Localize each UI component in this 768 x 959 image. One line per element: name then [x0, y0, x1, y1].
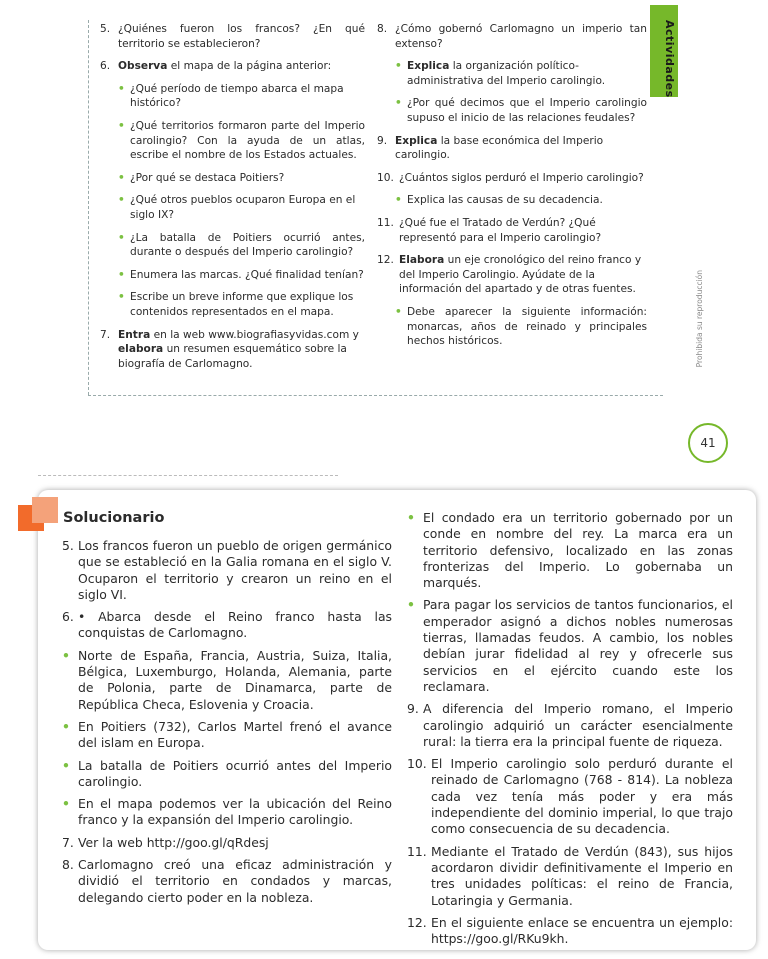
- solution-bullet: [62, 758, 392, 791]
- activity-6-bullet: [100, 290, 365, 319]
- bullet-text: ¿Por qué se destaca Poitiers?: [130, 171, 285, 184]
- activity-8-bullet: [377, 59, 647, 88]
- bullet-text: Debe aparecer la siguiente información: monarcas, años de reinado y principales hechos históricos.: [407, 305, 647, 348]
- activity-number: 9.: [377, 134, 388, 147]
- activity-verb: Explica: [407, 60, 450, 73]
- solution-item: [407, 756, 733, 837]
- solution-text: Para pagar los servicios de tantos funcionarios, el emperador asignó a dichos nobles numerosas tierras, llamadas feudos. A cambio, los nobles debían jurar fidelidad al rey y ofrecerle sus servicios en el ejército cuando este los reclamara.: [423, 597, 733, 694]
- solucionario-title: Solucionario: [63, 510, 165, 526]
- activity-5: [100, 22, 365, 51]
- bullet-icon: •: [62, 718, 70, 734]
- section-divider: [38, 475, 338, 476]
- activity-10-bullet: [377, 193, 647, 208]
- solution-number: 7.: [62, 834, 74, 850]
- activity-verb: Explica: [395, 134, 438, 147]
- activity-8-bullet: [377, 96, 647, 125]
- bullet-text: Escribe un breve informe que explique los contenidos representados en el mapa.: [130, 291, 354, 318]
- solution-item: [407, 844, 733, 909]
- solucionario-right-column: [407, 510, 733, 953]
- activity-text: un eje cronológico del reino franco y del Imperio Carolingio. Ayúdate de la información del apartado y de otras fuentes.: [399, 254, 642, 296]
- bullet-icon: •: [118, 194, 125, 207]
- bullet-icon: •: [395, 97, 402, 110]
- activity-number: 7.: [100, 328, 111, 341]
- page-number: 41: [688, 423, 728, 463]
- activity-text: ¿Cuántos siglos perduró el Imperio carolingio?: [399, 171, 644, 184]
- solution-text: En Poitiers (732), Carlos Martel frenó el avance del islam en Europa.: [78, 718, 392, 751]
- bullet-icon: •: [407, 510, 415, 525]
- solution-item: [62, 609, 392, 642]
- activity-6: [100, 59, 365, 74]
- solution-number: 6.: [62, 609, 74, 625]
- bullet-icon: •: [407, 597, 415, 613]
- solution-bullet: [62, 648, 392, 713]
- bullet-icon: •: [395, 194, 402, 207]
- solution-text: A diferencia del Imperio romano, el Imperio carolingio adquirió un carácter esencialmente rural: la tierra era la principal fuente de riqueza.: [423, 701, 733, 749]
- activity-number: 10.: [377, 171, 394, 184]
- solution-text: La batalla de Poitiers ocurrió antes del Imperio carolingio.: [78, 757, 392, 789]
- bullet-icon: •: [62, 796, 70, 812]
- solution-number: 5.: [62, 538, 74, 553]
- activity-6-bullet: [100, 268, 365, 283]
- copyright-note: Prohibida su reproducción: [695, 270, 704, 368]
- solucionario-square-icon-overlay: [32, 497, 58, 523]
- activity-number: 11.: [377, 216, 394, 229]
- bullet-text: ¿Qué territorios formaron parte del Imperio carolingio? Con la ayuda de un atlas, escribe el nombre de los Estados actuales.: [130, 119, 365, 162]
- solution-text: Mediante el Tratado de Verdún (843), sus hijos acordaron dividir definitivamente el Imperio en tres unidades políticas: el reino de Francia, Lotaringia y Germania.: [431, 843, 733, 908]
- activities-left-column: [100, 22, 365, 379]
- bullet-icon: •: [118, 82, 125, 95]
- solution-item: [62, 538, 392, 603]
- activity-verb: Elabora: [399, 254, 445, 267]
- bullet-icon: •: [118, 291, 125, 304]
- activity-verb: Entra: [118, 328, 151, 341]
- solution-number: 8.: [62, 857, 74, 873]
- activity-text: ¿Cómo gobernó Carlomagno un imperio tan extenso?: [395, 23, 647, 50]
- bullet-text: Explica las causas de su decadencia.: [407, 194, 603, 207]
- solution-item: [407, 915, 733, 948]
- solution-bullet: [407, 510, 733, 591]
- activity-6-bullet: [100, 119, 365, 163]
- activity-6-bullet: [100, 171, 365, 186]
- solucionario-left-column: [62, 538, 392, 912]
- solution-text: Los francos fueron un pueblo de origen germánico que se estableció en la Galia romana en el siglo V. Ocuparon el territorio y crearon un reino en el siglo VI.: [78, 538, 392, 602]
- activity-text: el mapa de la página anterior:: [170, 60, 332, 73]
- textbook-page: [0, 0, 768, 470]
- activities-border-bottom: [88, 395, 663, 396]
- solution-text: Norte de España, Francia, Austria, Suiza, Italia, Bélgica, Luxemburgo, Holanda, Alemania, parte de Polonia, parte de Dinamarca, parte de República Checa, Eslovenia y Croacia.: [78, 647, 392, 712]
- solution-text: Ver la web http://goo.gl/qRdesj: [78, 834, 269, 850]
- activity-text: un resumen esquemático sobre la biografía de Carlomagno.: [118, 343, 347, 370]
- solution-text: • Abarca desde el Reino franco hasta las conquistas de Carlomagno.: [78, 609, 392, 641]
- solution-item: [62, 857, 392, 906]
- solution-number: 12.: [407, 914, 427, 930]
- solution-text: El Imperio carolingio solo perduró durante el reinado de Carlomagno (768 - 814). La nobleza cada vez tenía más poder y era más independiente del dominio imperial, lo que trajo como consecuencia de su decadencia.: [431, 756, 733, 837]
- bullet-icon: •: [395, 60, 402, 73]
- activity-number: 8.: [377, 23, 388, 35]
- solution-item: [62, 835, 392, 851]
- activity-9: [377, 134, 647, 163]
- activity-8: [377, 22, 647, 51]
- activity-12: [377, 253, 647, 297]
- activity-verb: Observa: [118, 60, 168, 73]
- activity-6-bullet: [100, 193, 365, 222]
- activity-text: la base económica del Imperio carolingio.: [395, 134, 604, 162]
- activity-verb: elabora: [118, 343, 164, 356]
- activities-border-left: [88, 20, 89, 395]
- activities-right-column: [377, 22, 647, 357]
- bullet-icon: •: [62, 647, 70, 663]
- bullet-text: ¿Qué otros pueblos ocuparon Europa en el siglo IX?: [130, 194, 356, 221]
- bullet-icon: •: [62, 757, 70, 773]
- bullet-text: ¿Qué período de tiempo abarca el mapa histórico?: [130, 82, 344, 110]
- activity-number: 12.: [377, 254, 394, 267]
- activities-tab-label: Actividades: [663, 20, 676, 98]
- activity-6-bullet: [100, 82, 365, 111]
- solution-bullet: [407, 597, 733, 695]
- activity-10: [377, 171, 647, 186]
- solution-text: En el mapa podemos ver la ubicación del Reino franco y la expansión del Imperio carolingio.: [78, 796, 392, 828]
- activity-12-bullet: [377, 305, 647, 349]
- solution-number: 11.: [407, 843, 427, 859]
- solution-number: 9.: [407, 701, 419, 717]
- solution-text: Carlomagno creó una eficaz administración y dividió el territorio en condados y marcas, delegando cierto poder en la nobleza.: [78, 857, 392, 905]
- solution-text: El condado era un territorio gobernado por un conde en nombre del rey. La marca era un territorio defensivo, localizado en las zonas fronterizas del Imperio. Lo gobernaba un marqués.: [423, 510, 733, 591]
- bullet-icon: •: [118, 268, 125, 281]
- solution-text: En el siguiente enlace se encuentra un ejemplo: https://goo.gl/RKu9kh.: [431, 914, 733, 947]
- solution-bullet: [62, 796, 392, 829]
- bullet-text: la organización político-administrativa del Imperio carolingio.: [407, 60, 606, 87]
- activity-text: en la web www.biografiasyvidas.com y: [153, 328, 359, 341]
- activity-text: ¿Qué fue el Tratado de Verdún? ¿Qué representó para el Imperio carolingio?: [399, 216, 602, 244]
- activity-6-bullet: [100, 231, 365, 260]
- activity-number: 6.: [100, 60, 111, 73]
- bullet-icon: •: [118, 171, 125, 184]
- bullet-text: ¿Por qué decimos que el Imperio carolingio supuso el inicio de las relaciones feudales?: [407, 97, 647, 124]
- activity-11: [377, 216, 647, 245]
- bullet-icon: •: [118, 119, 125, 132]
- solution-bullet: [62, 719, 392, 752]
- solution-item: [407, 701, 733, 750]
- bullet-text: Enumera las marcas. ¿Qué finalidad tenían?: [130, 268, 364, 281]
- solution-number: 10.: [407, 756, 427, 772]
- bullet-icon: •: [118, 231, 125, 244]
- activity-text: ¿Quiénes fueron los francos? ¿En qué territorio se establecieron?: [118, 23, 365, 50]
- bullet-icon: •: [395, 305, 402, 318]
- bullet-text: ¿La batalla de Poitiers ocurrió antes, durante o después del Imperio carolingio?: [130, 231, 365, 259]
- activity-7: [100, 328, 365, 372]
- activity-number: 5.: [100, 23, 111, 35]
